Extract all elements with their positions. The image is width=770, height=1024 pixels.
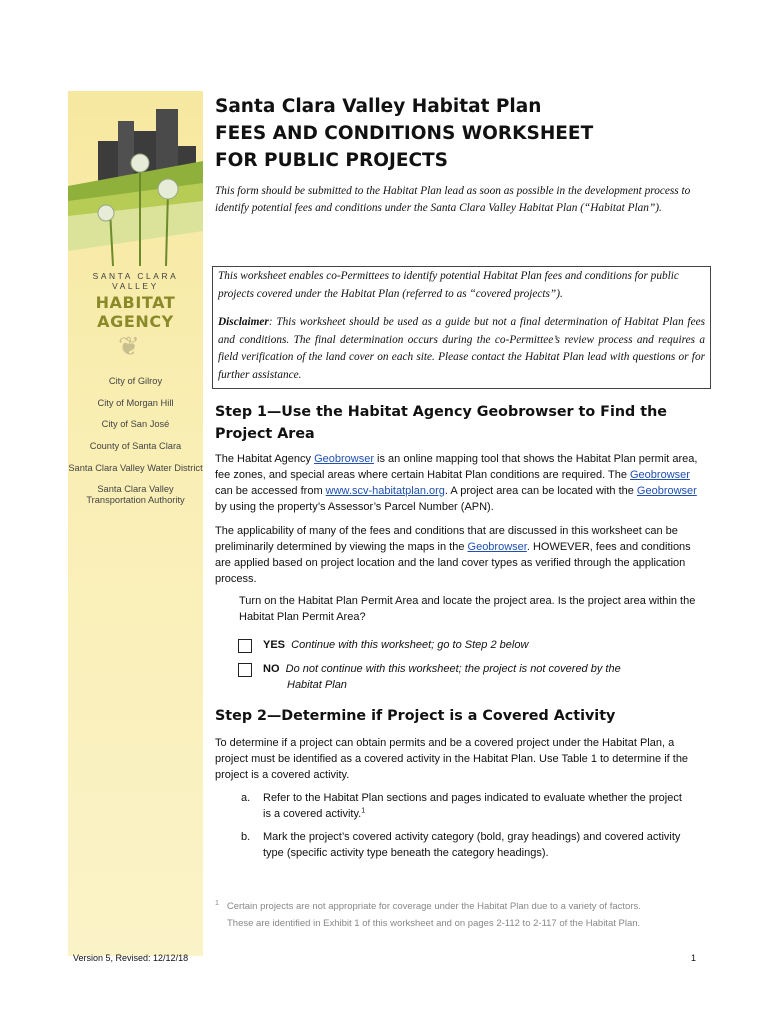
yes-label: YES — [263, 639, 286, 651]
member-item: City of Morgan Hill — [97, 397, 174, 408]
title-line-3: FOR PUBLIC PROJECTS — [215, 150, 448, 171]
text-run: is an online mapping tool that shows the Habitat Plan permit area, fee zones, and special areas where certain Habitat Plan conditions are required. The — [215, 453, 698, 481]
title-line-2: FEES AND CONDITIONS WORKSHEET — [215, 123, 594, 144]
footnote — [215, 898, 705, 932]
disclaimer-paragraph — [218, 314, 705, 384]
member-item: Santa Clara Valley Water District — [68, 462, 203, 473]
disclaimer-label: Disclaimer — [218, 316, 269, 328]
leaf-icon: ❦ — [118, 331, 140, 361]
footnote-text: Certain projects are not appropriate for coverage under the Habitat Plan due to a variety of factors. — [226, 901, 641, 912]
member-item: City of Gilroy — [108, 376, 163, 386]
agency-name-small: SANTA CLARA VALLEY — [92, 271, 179, 291]
sidebar-banner — [68, 91, 203, 956]
yes-instruction: Continue with this worksheet; go to Step 2 below — [291, 639, 529, 651]
agency-logo-text — [68, 271, 203, 331]
footnote-number: 1 — [215, 899, 219, 907]
no-option-text — [263, 661, 683, 677]
member-list — [68, 376, 203, 517]
step1-paragraph-1 — [215, 451, 705, 515]
document-body — [215, 93, 707, 929]
text-run: can be accessed from — [215, 485, 326, 497]
list-text-run: Refer to the Habitat Plan sections and pages indicated to evaluate whether the project is a covered activity. — [263, 792, 682, 820]
geobrowser-link[interactable]: Geobrowser — [636, 485, 697, 497]
step2-paragraph: To determine if a project can obtain permits and be a covered project under the Habitat Plan, a project must be identified as a covered activity in the Habitat Plan. Use Table 1 to determine if the project is a covered activity. — [215, 737, 689, 781]
list-marker: b. — [241, 831, 251, 843]
permit-area-question: Turn on the Habitat Plan Permit Area and locate the project area. Is the project area within the Habitat Plan Permit Area? — [239, 595, 696, 623]
text-run: The applicability of many of the fees and conditions that are discussed in this worksheet can be preliminarily determined by viewing the maps in the — [215, 525, 678, 553]
intro-text: This form should be submitted to the Habitat Plan lead as soon as possible in the development process to identify potential fees and conditions under the Santa Clara Valley Habitat Plan (“Habitat Plan”). — [215, 185, 691, 214]
step1-heading: Step 1—Use the Habitat Agency Geobrowser to Find the Project Area — [215, 404, 667, 442]
agency-name-big: HABITAT AGENCY — [95, 293, 176, 331]
disclaimer-box — [212, 266, 711, 389]
no-option-text-2 — [287, 677, 347, 693]
title-line-1: Santa Clara Valley Habitat Plan — [215, 96, 542, 117]
no-instruction-1: Do not continue with this worksheet; the project is not covered by the — [285, 663, 621, 675]
footnote-line-2: These are identified in Exhibit 1 of this worksheet and on pages 2-112 to 2-117 of the Habitat Plan. — [227, 918, 641, 929]
no-label: NO — [263, 663, 280, 675]
list-item — [241, 829, 681, 863]
list-text — [263, 790, 683, 822]
text-run: . A project area can be located with the — [444, 485, 637, 497]
disclaimer-text: : This worksheet should be used as a guide but not a final determination of Habitat Plan fees and conditions. The final determination occurs during the co-Permittee’s review process and requires a field verification of the land cover on each site. Please contact the Habitat Plan lead with questions or for further assistance. — [218, 316, 705, 381]
text-run: by using the property’s Assessor’s Parcel Number (APN). — [215, 501, 494, 513]
no-instruction-2: Habitat Plan — [287, 679, 347, 691]
list-marker: a. — [241, 792, 251, 804]
habitat-plan-logo — [68, 91, 203, 266]
list-item — [241, 790, 681, 824]
footnote-ref: 1 — [361, 807, 366, 815]
geobrowser-link[interactable]: Geobrowser — [630, 469, 690, 481]
member-item: County of Santa Clara — [89, 441, 182, 452]
text-run: The Habitat Agency — [215, 453, 315, 465]
geobrowser-link[interactable]: Geobrowser — [314, 453, 374, 465]
no-checkbox[interactable] — [238, 663, 252, 677]
member-item: City of San José — [101, 419, 170, 430]
version-label: Version 5, Revised: 12/12/18 — [73, 953, 189, 963]
yes-option-text — [263, 637, 528, 653]
list-text: Mark the project’s covered activity category (bold, gray headings) and covered activity type (specific activity type beneath the category headings). — [263, 831, 681, 859]
footnote-line-1 — [215, 898, 705, 915]
member-item: Santa Clara Valley Transportation Authority — [86, 484, 185, 506]
step1-paragraph-2 — [215, 523, 705, 587]
website-link[interactable]: www.scv-habitatplan.org — [325, 485, 445, 497]
text-run: . HOWEVER, fees and conditions are applied based on project location and the land cover types as verified through the application process. — [215, 541, 691, 585]
yes-checkbox[interactable] — [238, 639, 252, 653]
page-title — [215, 93, 707, 174]
step2-heading: Step 2—Determine if Project is a Covered Activity — [215, 708, 616, 724]
geobrowser-link[interactable]: Geobrowser — [467, 541, 527, 553]
page-number: 1 — [691, 953, 697, 963]
box-paragraph: This worksheet enables co-Permittees to identify potential Habitat Plan fees and conditions for public projects covered under the Habitat Plan (referred to as “covered projects”). — [218, 270, 679, 300]
